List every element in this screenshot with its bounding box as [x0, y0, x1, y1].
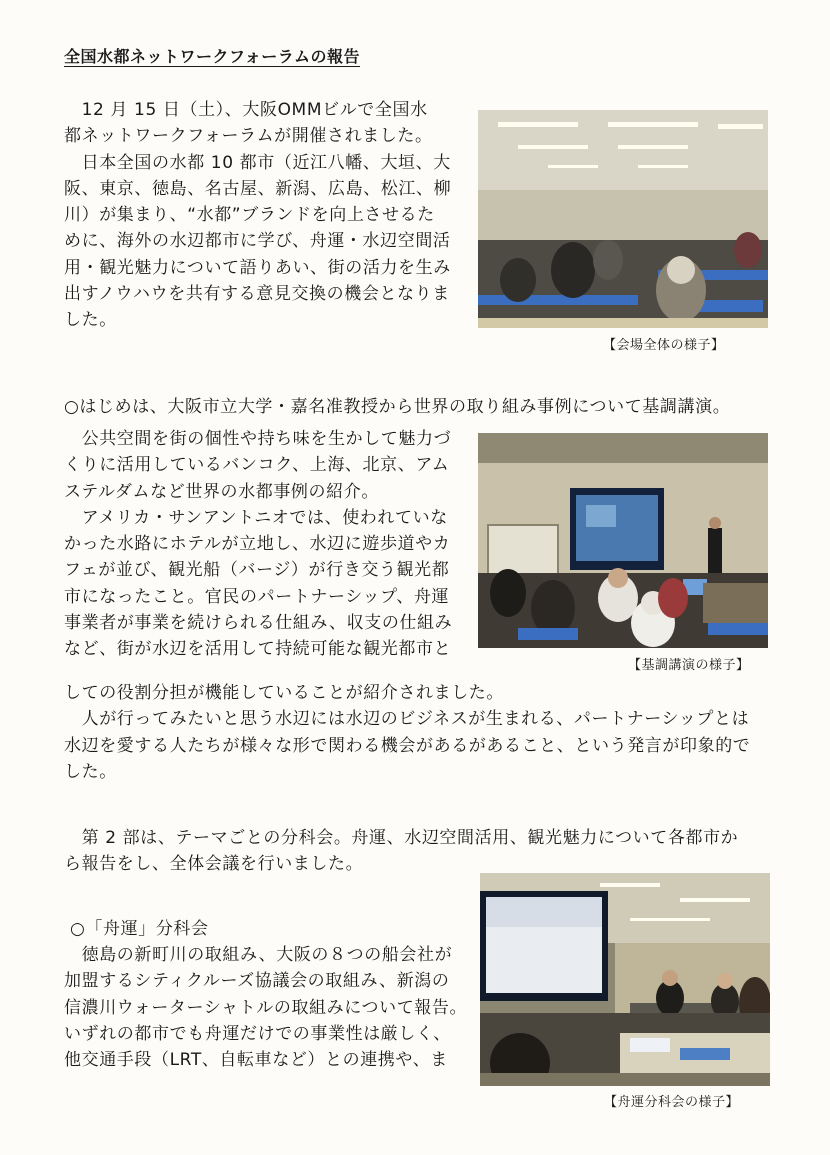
- text-line: 都ネットワークフォーラムが開催されました。: [64, 126, 433, 147]
- text-line: いずれの都市でも舟運だけでの事業性は厳しく、: [64, 1023, 451, 1044]
- intro-paragraph: [64, 97, 451, 334]
- text-line: した。: [64, 310, 117, 331]
- text-line: 事業者が事業を続けられる仕組み、収支の仕組み: [64, 613, 453, 634]
- venue-photo-caption: 【会場全体の様子】: [603, 338, 725, 353]
- text-line: 阪、東京、徳島、名古屋、新潟、広島、松江、柳: [64, 178, 452, 199]
- text-line: 加盟するシティクルーズ協議会の取組み、新潟の: [64, 971, 450, 992]
- text-line: 12 月 15 日（土）、大阪OMMビルで全国水: [64, 100, 428, 120]
- part2-paragraph: [64, 825, 738, 878]
- text-line: 出すノウハウを共有する意見交換の機会となりま: [64, 284, 450, 305]
- text-line: 市になったこと。官民のパートナーシップ、舟運: [64, 586, 450, 607]
- keynote-paragraph: [64, 426, 452, 663]
- text-line: 公共空間を街の個性や持ち味を生かして魅力づ: [64, 429, 452, 449]
- keynote-paragraph-continued: [64, 680, 750, 785]
- text-line: しての役割分担が機能していることが紹介されました。: [64, 683, 504, 703]
- text-line: 信濃川ウォーターシャトルの取組みについて報告。: [64, 997, 468, 1018]
- text-line: 徳島の新町川の取組み、大阪の８つの船会社が: [64, 945, 453, 965]
- text-line: かった水路にホテルが立地し、水辺に遊歩道やカ: [64, 534, 451, 555]
- text-line: ら報告をし、全体会議を行いました。: [64, 854, 364, 875]
- text-line: 人が行ってみたいと思う水辺には水辺のビジネスが生まれる、パートナーシップとは: [64, 709, 750, 730]
- text-line: 用・観光魅力について語りあい、街の活力を生み: [64, 257, 451, 278]
- text-line: など、街が水辺を活用して持続可能な観光都市と: [64, 639, 452, 660]
- venue-photo-image: [478, 110, 768, 328]
- keynote-photo-image: [478, 433, 768, 648]
- text-line: アメリカ・サンアントニオでは、使われていな: [64, 507, 448, 528]
- keynote-photo-caption: 【基調講演の様子】: [628, 658, 750, 673]
- keynote-heading: ○はじめは、大阪市立大学・嘉名准教授から世界の取り組み事例について基調講演。: [64, 397, 731, 417]
- boat-session-heading: ○「舟運」分科会: [70, 919, 209, 939]
- page-title: 全国水都ネットワークフォーラムの報告: [64, 47, 361, 66]
- keynote-photo: [478, 433, 768, 648]
- text-line: した。: [64, 761, 117, 782]
- boat-session-photo: [480, 873, 770, 1086]
- text-line: ステルダムなど世界の水都事例の紹介。: [64, 481, 379, 502]
- text-line: 第 2 部は、テーマごとの分科会。舟運、水辺空間活用、観光魅力について各都市か: [64, 828, 739, 848]
- text-line: 日本全国の水都 10 都市（近江八幡、大垣、大: [64, 152, 451, 173]
- text-line: めに、海外の水辺都市に学び、舟運・水辺空間活: [64, 231, 451, 252]
- boat-session-photo-image: [480, 873, 770, 1086]
- text-line: 川）が集まり、“水都”ブランドを向上させるた: [64, 205, 435, 226]
- venue-photo: [478, 110, 768, 328]
- boat-session-photo-caption: 【舟運分科会の様子】: [604, 1095, 740, 1110]
- text-line: フェが並び、観光船（バージ）が行き交う観光都: [64, 560, 450, 581]
- text-line: 他交通手段（LRT、自転車など）との連携や、ま: [64, 1050, 448, 1071]
- text-line: くりに活用しているバンコク、上海、北京、アム: [64, 455, 450, 476]
- text-line: 水辺を愛する人たちが様々な形で関わる機会があるがあること、という発言が印象的で: [64, 735, 751, 756]
- boat-session-paragraph: [64, 942, 467, 1073]
